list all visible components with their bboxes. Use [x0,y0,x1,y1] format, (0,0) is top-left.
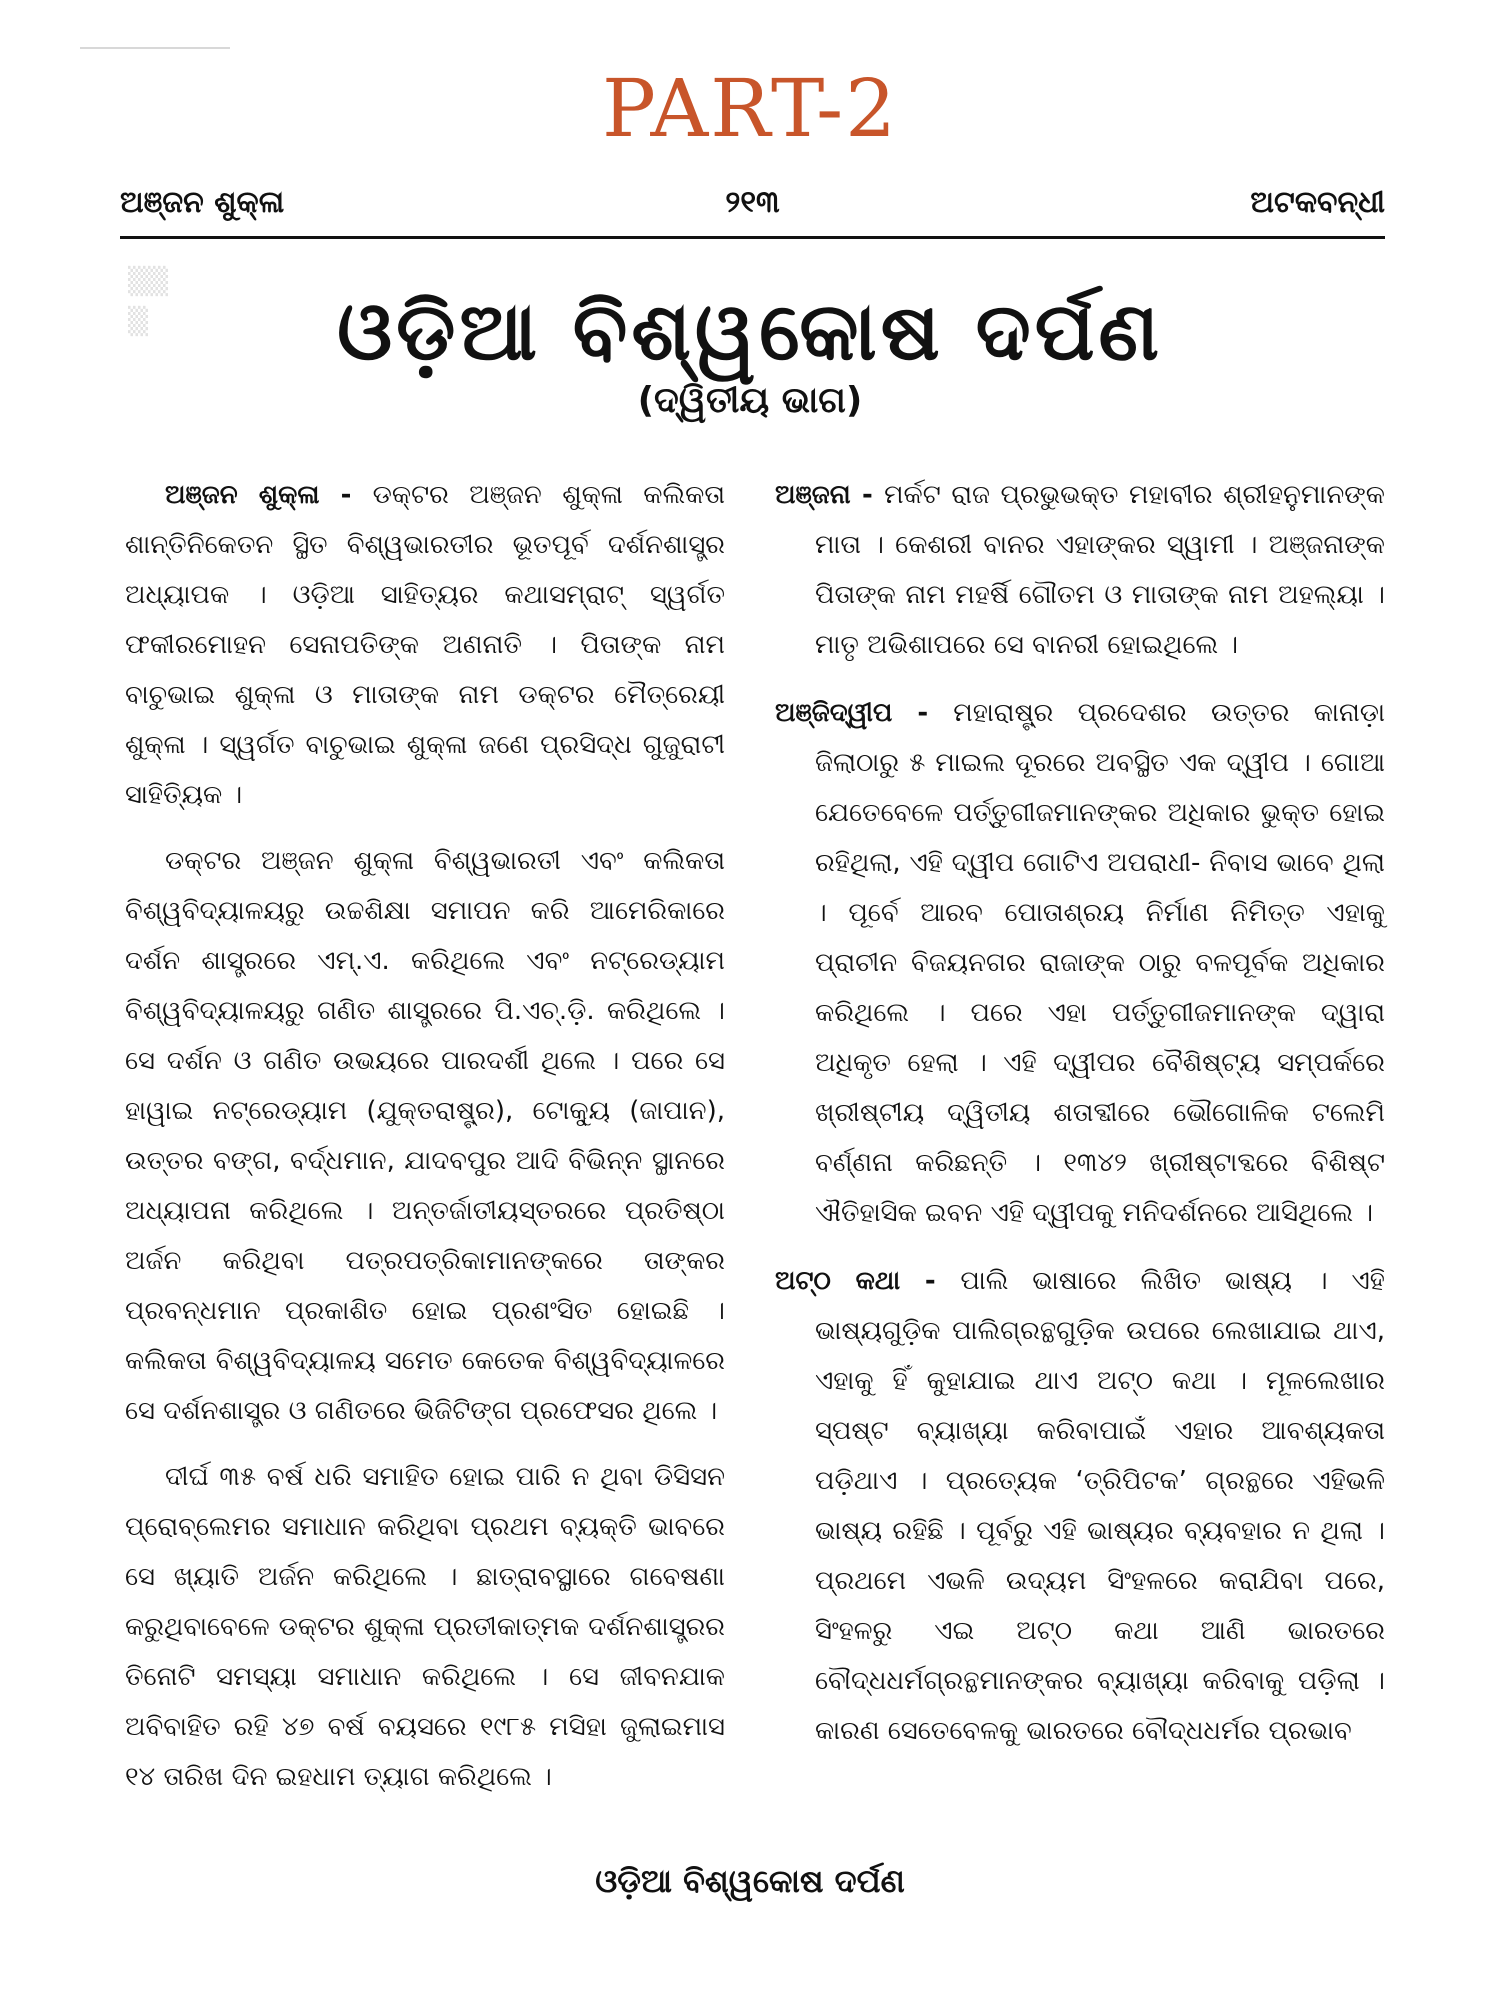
encyclopedia-entry [775,688,1385,1238]
entry-text: ମହାରାଷ୍ଟ୍ର ପ୍ରଦେଶର ଉତ୍ତର କାନାଡ଼ା ଜିଲାଠାରୁ ୫ ମାଇଲ ଦୂରରେ ଅବସ୍ଥିତ ଏକ ଦ୍ୱୀପ । ଗୋଆ ଯେତେବେଳେ ପର୍ତ୍ତୁଗୀଜମାନଙ୍କର ଅଧିକାର ଭୁକ୍ତ ହୋଇ ରହିଥିଲା, ଏହି ଦ୍ୱୀପ ଗୋଟିଏ ଅପରାଧୀ- ନିବାସ ଭାବେ ଥିଲା । ପୂର୍ବେ ଆରବ ପୋତାଶ୍ରୟ ନିର୍ମାଣ ନିମିତ୍ତ ଏହାକୁ ପ୍ରାଚୀନ ବିଜୟନଗର ରାଜାଙ୍କ ଠାରୁ ବଳପୂର୍ବକ ଅଧିକାର କରିଥିଲେ । ପରେ ଏହା ପର୍ତ୍ତୁଗୀଜମାନଙ୍କ ଦ୍ୱାରା ଅଧିକୃତ ହେଲା । ଏହି ଦ୍ୱୀପର ବୈଶିଷ୍ଟ୍ୟ ସମ୍ପର୍କରେ ଖ୍ରୀଷ୍ଟୀୟ ଦ୍ୱିତୀୟ ଶତାବ୍ଦୀରେ ଭୌଗୋଳିକ ଟଲେମି ବର୍ଣ୍ଣନା କରିଛନ୍ତି । ୧୩୪୨ ଖ୍ରୀଷ୍ଟାବ୍ଦରେ ବିଶିଷ୍ଟ ଐତିହାସିକ ଇବନ ଏହି ଦ୍ୱୀପକୁ ମନିଦର୍ଶନରେ ଆସିଥିଲେ । [815,698,1385,1228]
left-column [125,470,725,1818]
running-header [120,185,1385,235]
book-title: ଓଡ଼ିଆ ବିଶ୍ୱକୋଷ ଦର୍ପଣ [337,285,1163,378]
header-left-guide-word: ଅଞ୍ଜନ ଶୁକ୍ଳା [120,185,285,220]
entry-paragraph [125,470,725,820]
entry-separator: - [319,480,373,510]
entry-paragraph: ଡକ୍ଟର ଅଞ୍ଜନ ଶୁକ୍ଳା ବିଶ୍ୱଭାରତୀ ଏବଂ କଲିକତା ବିଶ୍ୱବିଦ୍ୟାଳୟରୁ ଉଚ୍ଚଶିକ୍ଷା ସମାପନ କରି ଆମେରିକାରେ ଦର୍ଶନ ଶାସ୍ତ୍ରରେ ଏମ୍.ଏ. କରିଥିଲେ ଏବଂ ନଟ୍ରେଡ୍ୟାମ ବିଶ୍ୱବିଦ୍ୟାଳୟରୁ ଗଣିତ ଶାସ୍ତ୍ରରେ ପି.ଏଚ୍.ଡ଼ି. କରିଥିଲେ । ସେ ଦର୍ଶନ ଓ ଗଣିତ ଉଭୟରେ ପାରଦର୍ଶୀ ଥିଲେ । ପରେ ସେ ହାୱାଇ ନଟ୍ରେଡ୍ୟାମ (ଯୁକ୍ତରାଷ୍ଟ୍ର), ଟୋକ୍ୟୁ (ଜାପାନ), ଉତ୍ତର ବଙ୍ଗ, ବର୍ଦ୍ଧମାନ, ଯାଦବପୁର ଆଦି ବିଭିନ୍ନ ସ୍ଥାନରେ ଅଧ୍ୟାପନା କରିଥିଲେ । ଅନ୍ତର୍ଜାତୀୟସ୍ତରରେ ପ୍ରତିଷ୍ଠା ଅର୍ଜନ କରିଥିବା ପତ୍ରପତ୍ରିକାମାନଙ୍କରେ ତାଙ୍କର ପ୍ରବନ୍ଧମାନ ପ୍ରକାଶିତ ହୋଇ ପ୍ରଶଂସିତ ହୋଇଛି । କଲିକତା ବିଶ୍ୱବିଦ୍ୟାଳୟ ସମେତ କେତେକ ବିଶ୍ୱବିଦ୍ୟାଳରେ ସେ ଦର୍ଶନଶାସ୍ତ୍ର ଓ ଗଣିତରେ ଭିଜିଟିଙ୍ଗ ପ୍ରଫେସର ଥିଲେ । [125,846,725,1426]
page-footer: ଓଡ଼ିଆ ବିଶ୍ୱକୋଷ ଦର୍ପଣ [595,1862,905,1900]
encyclopedia-entry [775,470,1385,670]
entry-separator: - [850,480,885,510]
header-rule [120,236,1385,239]
entry-separator: - [892,698,954,728]
entry-text: ମର୍କଟ ରାଜ ପ୍ରଭୁଭକ୍ତ ମହାବୀର ଶ୍ରୀହନୁମାନଙ୍କ ମାତା । କେଶରୀ ବାନର ଏହାଙ୍କର ସ୍ୱାମୀ । ଅଞ୍ଜନାଙ୍କ ପିତାଙ୍କ ନାମ ମହର୍ଷି ଗୌତମ ଓ ମାତାଙ୍କ ନାମ ଅହଲ୍ୟା । ମାତୃ ଅଭିଶାପରେ ସେ ବାନରୀ ହୋଇଥିଲେ । [815,480,1385,660]
entry-paragraph: ଦୀର୍ଘ ୩୫ ବର୍ଷ ଧରି ସମାହିତ ହୋଇ ପାରି ନ ଥିବା ଡିସିସନ ପ୍ରୋବ୍ଲେମର ସମାଧାନ କରିଥିବା ପ୍ରଥମ ବ୍ୟକ୍ତି ଭାବରେ ସେ ଖ୍ୟାତି ଅର୍ଜନ କରିଥିଲେ । ଛାତ୍ରାବସ୍ଥାରେ ଗବେଷଣା କରୁଥିବାବେଳେ ଡକ୍ଟର ଶୁକ୍ଳା ପ୍ରତୀକାତ୍ମକ ଦର୍ଶନଶାସ୍ତ୍ରର ତିନୋଟି ସମସ୍ୟା ସମାଧାନ କରିଥିଲେ । ସେ ଜୀବନଯାକ ଅବିବାହିତ ରହି ୪୭ ବର୍ଷ ବୟସରେ ୧୯୮୫ ମସିହା ଜୁଲାଇମାସ ୧୪ ତାରିଖ ଦିନ ଇହଧାମ ତ୍ୟାଗ କରିଥିଲେ । [125,1462,725,1792]
page-number: ୨୧୩ [725,185,780,220]
header-right-guide-word: ଅଟକବନ୍ଧୀ [1250,185,1385,220]
entry-headword: ଅଟ୍ଠ କଥା [775,1266,901,1296]
entry-headword: ଅଞ୍ଜିଦ୍ୱୀପ [775,698,893,728]
book-subtitle: (ଦ୍ୱିତୀୟ ଭାଗ) [637,380,863,421]
top-decorative-rule [80,47,230,49]
entry-text: ପାଲି ଭାଷାରେ ଲିଖିତ ଭାଷ୍ୟ । ଏହି ଭାଷ୍ୟଗୁଡ଼ିକ ପାଲିଗ୍ରନ୍ଥଗୁଡ଼ିକ ଉପରେ ଲେଖାଯାଇ ଥାଏ, ଏହାକୁ ହିଁ କୁହାଯାଇ ଥାଏ ଅଟ୍ଠ କଥା । ମୂଳଲେଖାର ସ୍ପଷ୍ଟ ବ୍ୟାଖ୍ୟା କରିବାପାଇଁ ଏହାର ଆବଶ୍ୟକତା ପଡ଼ିଥାଏ । ପ୍ରତ୍ୟେକ ‘ତ୍ରିପିଟକ’ ଗ୍ରନ୍ଥରେ ଏହିଭଳି ଭାଷ୍ୟ ରହିଛି । ପୂର୍ବରୁ ଏହି ଭାଷ୍ୟର ବ୍ୟବହାର ନ ଥିଲା । ପ୍ରଥମେ ଏଭଳି ଉଦ୍ୟମ ସିଂହଳରେ କରାଯିବା ପରେ, ସିଂହଳରୁ ଏଇ ଅଟ୍ଠ କଥା ଆଣି ଭାରତରେ ବୌଦ୍ଧଧର୍ମଗ୍ରନ୍ଥମାନଙ୍କର ବ୍ୟାଖ୍ୟା କରିବାକୁ ପଡ଼ିଲା । କାରଣ ସେତେବେଳକୁ ଭାରତରେ ବୌଦ୍ଧଧର୍ମର ପ୍ରଭାବ [815,1266,1385,1746]
encyclopedia-entry [775,1256,1385,1756]
part-label: PART-2 [601,62,899,155]
entry-separator: - [900,1266,961,1296]
entry-text: ଡକ୍ଟର ଅଞ୍ଜନ ଶୁକ୍ଳା କଲିକତା ଶାନ୍ତିନିକେତନ ସ୍ଥିତ ବିଶ୍ୱଭାରତୀର ଭୂତପୂର୍ବ ଦର୍ଶନଶାସ୍ତ୍ର ଅଧ୍ୟାପକ । ଓଡ଼ିଆ ସାହିତ୍ୟର କଥାସମ୍ରାଟ୍ ସ୍ୱର୍ଗତ ଫକୀରମୋହନ ସେନାପତିଙ୍କ ଅଣନାତି । ପିତାଙ୍କ ନାମ ବାଚୁଭାଇ ଶୁକ୍ଳା ଓ ମାତାଙ୍କ ନାମ ଡକ୍ଟର ମୈତ୍ରେୟୀ ଶୁକ୍ଳା । ସ୍ୱର୍ଗତ ବାଚୁଭାଇ ଶୁକ୍ଳା ଜଣେ ପ୍ରସିଦ୍ଧ ଗୁଜୁରାଟୀ ସାହିତ୍ୟିକ । [125,480,725,810]
right-column [775,470,1385,1774]
entry-headword: ଅଞ୍ଜନ ଶୁକ୍ଳା [165,480,320,510]
bleed-through-marks: ▒▒ ▒ [128,267,168,337]
entry-headword: ଅଞ୍ଜନା [775,480,851,510]
